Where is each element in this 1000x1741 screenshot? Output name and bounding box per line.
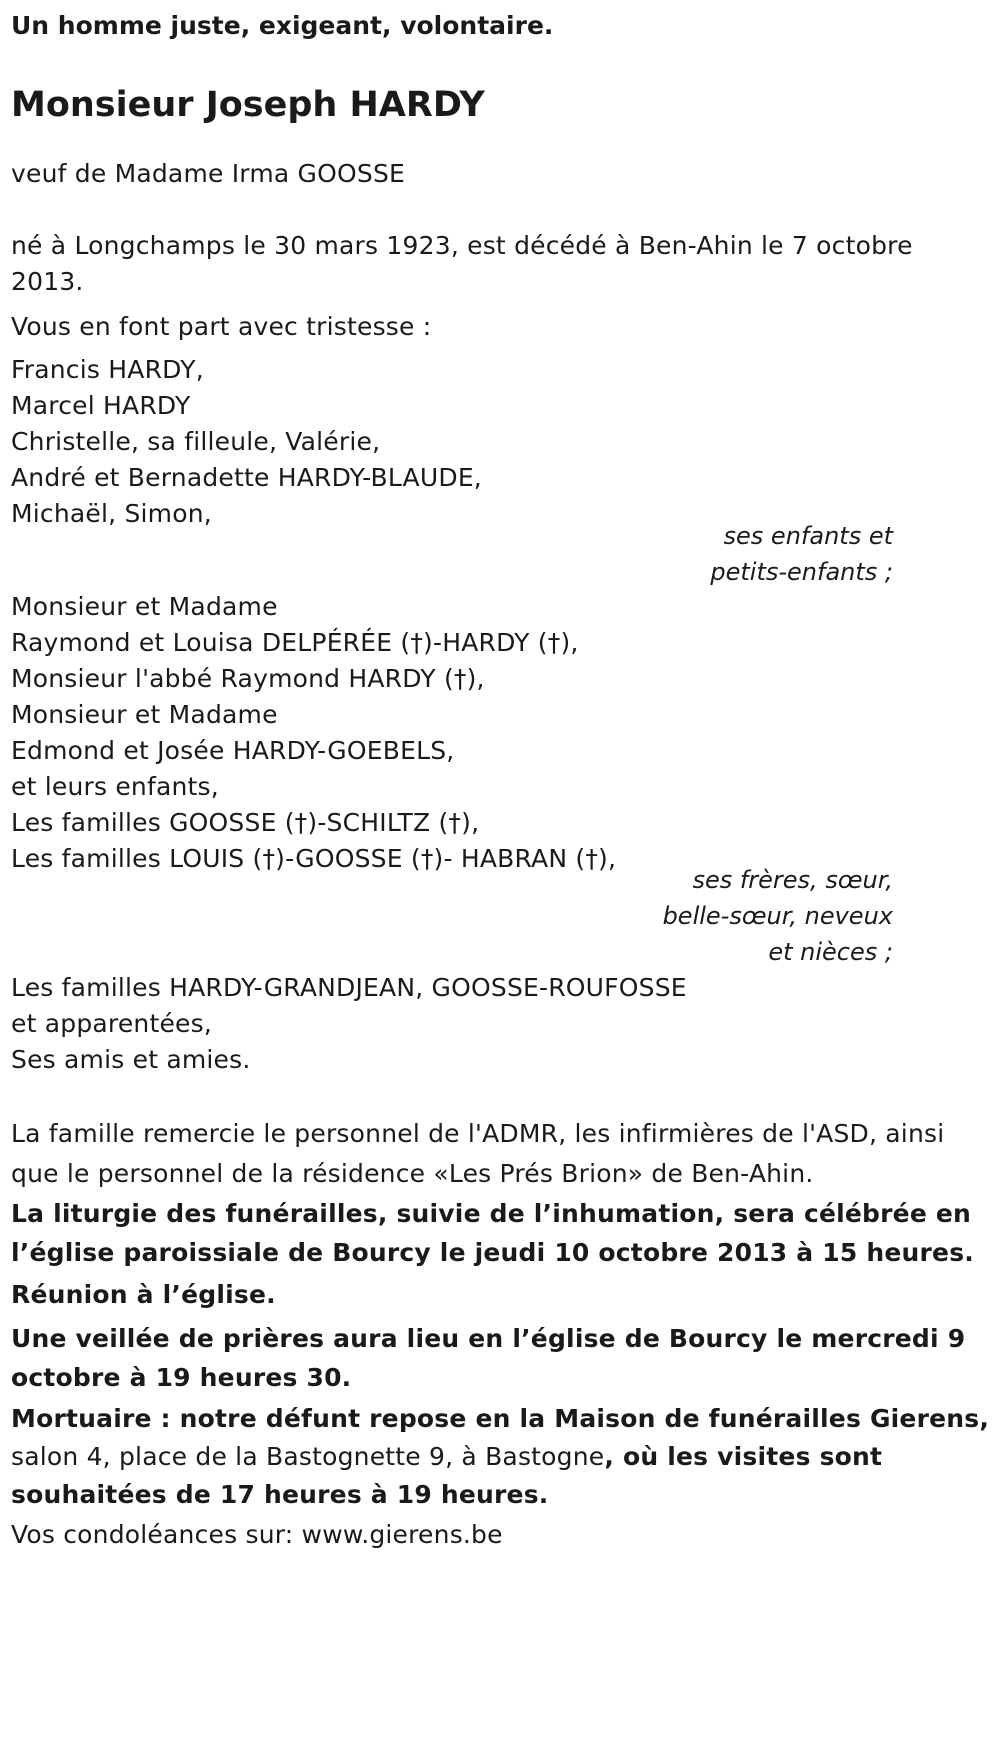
thanks-paragraph [11,1114,944,1194]
list-item: Michaël, Simon, [11,499,212,528]
mortuary-address: salon 4, place de la Bastognette 9, à Bastogne [11,1442,605,1471]
birth-death-paragraph [11,226,913,302]
relation-line: ses frères, sœur, [692,866,893,894]
mortuary-line-1: Mortuaire : notre défunt repose en la Maison de funérailles Gierens, [11,1404,990,1433]
condolences-line: Vos condoléances sur: www.gierens.be [11,1520,503,1549]
children-relation [710,518,893,590]
relation-line: petits-enfants ; [710,558,893,586]
siblings-relation [663,862,893,970]
list-item: et leurs enfants, [11,772,219,801]
list-item: Francis HARDY, [11,355,204,384]
mortuary-line-2 [11,1438,989,1476]
meeting-line: Réunion à l’église. [11,1280,276,1309]
list-item: Les familles LOUIS (†)-GOOSSE (†)- HABRAN (†), [11,844,617,873]
mortuary-paragraph [11,1400,989,1514]
liturgy-line-1: La liturgie des funérailles, suivie de l’inhumation, sera célébrée en [11,1199,972,1228]
list-item: Ses amis et amies. [11,1045,251,1074]
list-item: André et Bernadette HARDY-BLAUDE, [11,463,482,492]
birth-death-line-1: né à Longchamps le 30 mars 1923, est décédé à Ben-Ahin le 7 octobre [11,231,913,260]
relation-line: belle-sœur, neveux [662,902,893,930]
list-item: Raymond et Louisa DELPÉRÉE (†)-HARDY (†), [11,628,579,657]
families-list [11,970,687,1078]
vigil-paragraph [11,1319,965,1397]
mortuary-visits: , où les visites sont [604,1442,883,1471]
thanks-line-2: que le personnel de la résidence «Les Prés Brion» de Ben-Ahin. [11,1159,814,1188]
vigil-line-2: octobre à 19 heures 30. [11,1363,352,1392]
list-item: Les familles HARDY-GRANDJEAN, GOOSSE-ROUFOSSE [11,973,687,1002]
list-item: Christelle, sa filleule, Valérie, [11,427,381,456]
siblings-list [11,589,616,877]
motto: Un homme juste, exigeant, volontaire. [11,11,554,40]
liturgy-line-2: l’église paroissiale de Bourcy le jeudi 10 octobre 2013 à 15 heures. [11,1238,974,1267]
deceased-name: Monsieur Joseph HARDY [11,85,485,125]
list-item: Monsieur l'abbé Raymond HARDY (†), [11,664,485,693]
list-item: Monsieur et Madame [11,700,278,729]
birth-death-line-2: 2013. [11,267,84,296]
mortuary-line-3: souhaitées de 17 heures à 19 heures. [11,1480,549,1509]
thanks-line-1: La famille remercie le personnel de l'ADMR, les infirmières de l'ASD, ainsi [11,1119,945,1148]
vigil-line-1: Une veillée de prières aura lieu en l’église de Bourcy le mercredi 9 [11,1324,966,1353]
liturgy-paragraph [11,1194,974,1272]
list-item: Edmond et Josée HARDY-GOEBELS, [11,736,455,765]
children-list [11,352,482,532]
relation-line: et nièces ; [768,938,893,966]
relation-line: ses enfants et [723,522,893,550]
list-item: et apparentées, [11,1009,212,1038]
announce-line: Vous en font part avec tristesse : [11,312,432,341]
list-item: Les familles GOOSSE (†)-SCHILTZ (†), [11,808,480,837]
widower-line: veuf de Madame Irma GOOSSE [11,159,406,188]
list-item: Marcel HARDY [11,391,191,420]
list-item: Monsieur et Madame [11,592,278,621]
